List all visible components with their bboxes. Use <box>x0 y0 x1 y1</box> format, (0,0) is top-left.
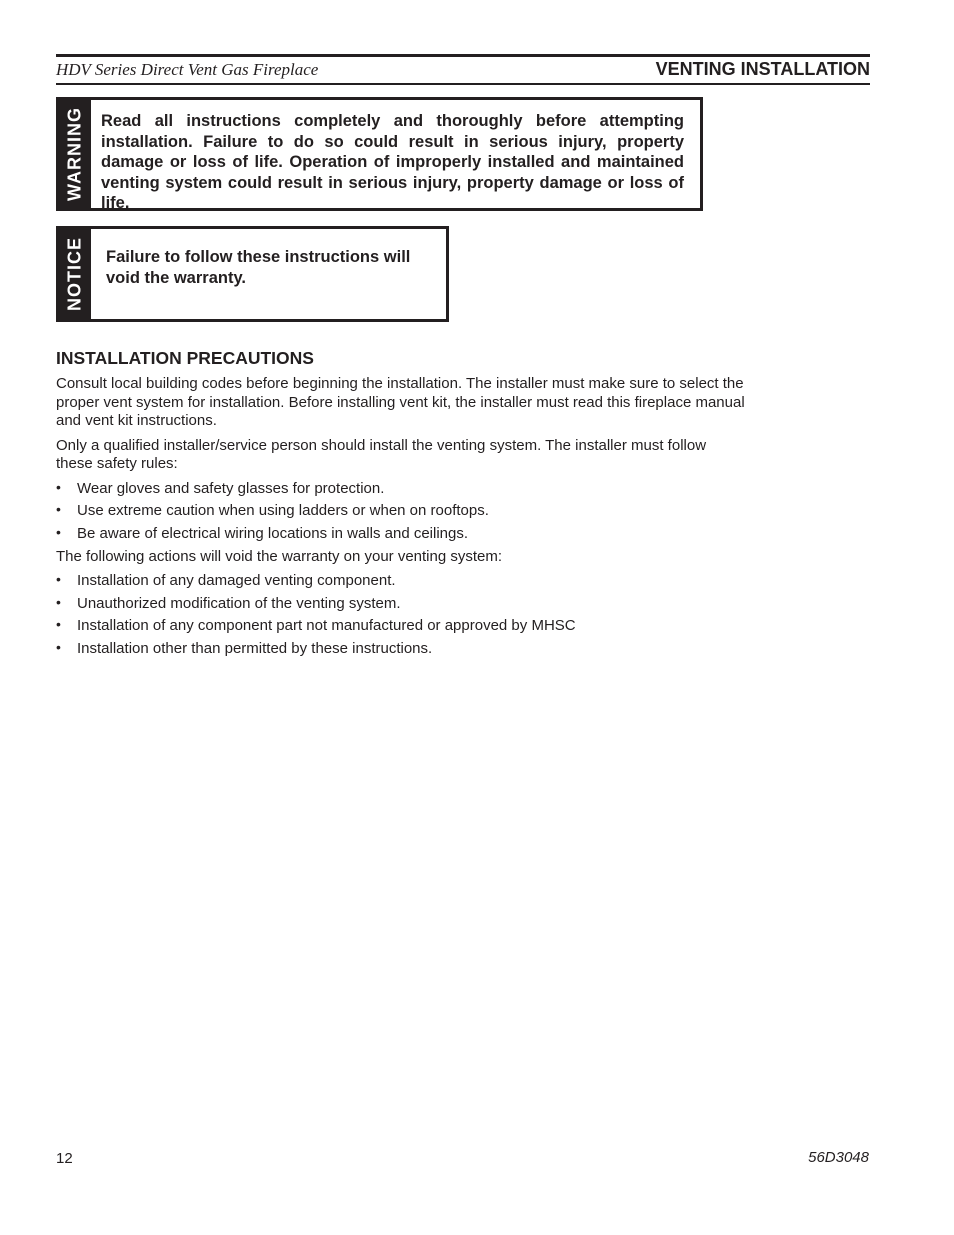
list-item: • Unauthorized modification of the venting system. <box>56 595 746 614</box>
notice-label: NOTICE <box>64 236 85 312</box>
page-number: 12 <box>56 1150 73 1167</box>
notice-tab <box>59 229 91 319</box>
warning-text: Read all instructions completely and thoroughly before attempting installation. Failure to do so could result in serious injury, property damage or loss of life. Operation of improperly installed and maintained venting system could result in serious injury, property damage or loss of life. <box>101 112 684 212</box>
section-header: VENTING INSTALLATION <box>655 59 870 79</box>
safety-rules-list <box>56 480 746 544</box>
list-item: • Be aware of electrical wiring locations in walls and ceilings. <box>56 525 746 544</box>
list-item: • Installation of any damaged venting component. <box>56 572 746 591</box>
section-title: INSTALLATION PRECAUTIONS <box>56 348 314 368</box>
manual-title: HDV Series Direct Vent Gas Fireplace <box>56 60 319 79</box>
list-item: • Use extreme caution when using ladders or when on rooftops. <box>56 502 746 521</box>
warning-box <box>56 97 703 211</box>
warning-label: WARNING <box>64 107 85 201</box>
notice-text: Failure to follow these instructions will void the warranty. <box>106 248 411 287</box>
warning-tab <box>59 100 91 208</box>
section-content <box>56 375 746 663</box>
paragraph: The following actions will void the warranty on your venting system: <box>56 547 503 565</box>
header-rule-bottom <box>56 83 870 85</box>
paragraph: Consult local building codes before beginning the installation. The installer must make sure to select the proper vent system for installation. Before installing vent kit, the installer must read this fireplace manual and vent kit instructions. <box>56 375 745 429</box>
header-rule-top <box>56 54 870 57</box>
void-actions-list <box>56 572 746 659</box>
list-item: • Installation other than permitted by these instructions. <box>56 640 746 659</box>
document-number: 56D3048 <box>808 1149 869 1166</box>
list-item: • Installation of any component part not manufactured or approved by MHSC <box>56 617 746 636</box>
notice-box <box>56 226 449 322</box>
paragraph: Only a qualified installer/service person should install the venting system. The installer must follow these safety rules: <box>56 436 707 472</box>
list-item: • Wear gloves and safety glasses for protection. <box>56 480 746 499</box>
